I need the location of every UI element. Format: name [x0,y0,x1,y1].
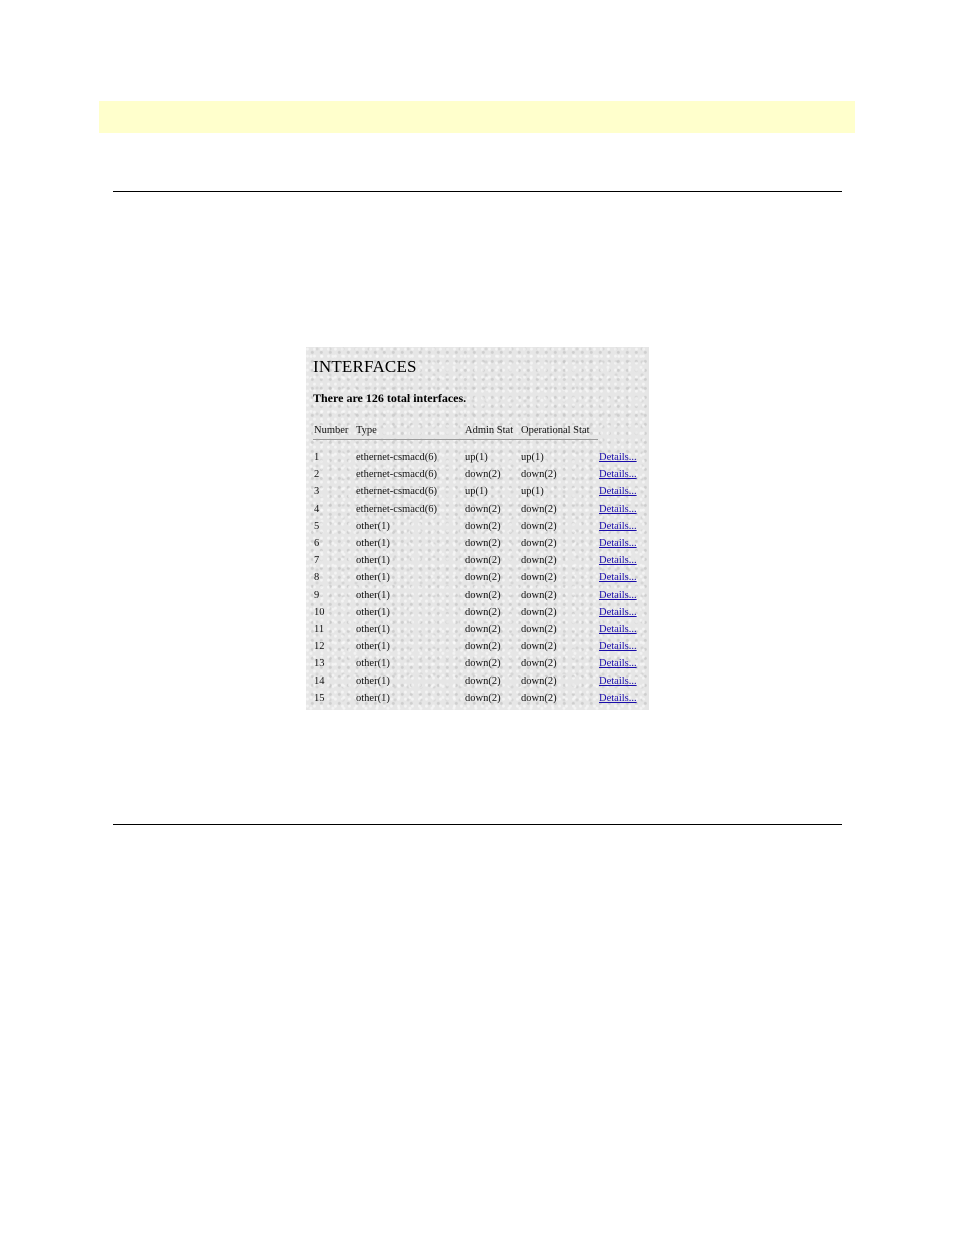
details-link[interactable]: Details... [599,538,637,550]
row-details-cell [598,587,644,604]
table-row [313,449,644,466]
row-operational-stat: down(2) [521,641,557,653]
row-type: ethernet-csmacd(6) [356,452,438,464]
row-number: 6 [314,538,320,550]
row-operational-stat: down(2) [521,658,557,670]
row-number: 1 [314,452,320,464]
row-admin-stat: down(2) [465,555,501,567]
col-header-admin-stat: Admin Stat [464,423,520,440]
details-link[interactable]: Details... [599,572,637,584]
table-row [313,483,644,500]
row-admin-stat: up(1) [465,486,488,498]
interfaces-table-body [313,440,644,707]
table-row [313,655,644,672]
row-operational-stat: down(2) [521,538,557,550]
row-details-cell [598,449,644,466]
row-type: ethernet-csmacd(6) [356,469,438,481]
row-type: other(1) [356,589,390,601]
details-link[interactable]: Details... [599,589,637,601]
row-admin-stat: down(2) [465,692,501,704]
row-operational-stat: up(1) [521,452,544,464]
row-number: 15 [314,692,325,704]
row-number: 8 [314,572,320,584]
details-link[interactable]: Details... [599,606,637,618]
row-admin-stat: down(2) [465,589,501,601]
details-link[interactable]: Details... [599,623,637,635]
row-details-cell [598,690,644,707]
table-row [313,587,644,604]
table-row [313,518,644,535]
row-admin-stat: down(2) [465,606,501,618]
row-number: 12 [314,641,325,653]
row-admin-stat: down(2) [465,469,501,481]
row-admin-stat: down(2) [465,641,501,653]
row-type: other(1) [356,555,390,567]
top-rule [113,191,842,192]
row-operational-stat: down(2) [521,503,557,515]
row-number: 4 [314,503,320,515]
row-operational-stat: down(2) [521,589,557,601]
row-type: other(1) [356,606,390,618]
row-operational-stat: down(2) [521,692,557,704]
row-details-cell [598,466,644,483]
details-link[interactable]: Details... [599,692,637,704]
row-admin-stat: down(2) [465,623,501,635]
row-number: 9 [314,589,320,601]
row-admin-stat: down(2) [465,572,501,584]
details-link[interactable]: Details... [599,486,637,498]
row-admin-stat: down(2) [465,503,501,515]
row-details-cell [598,655,644,672]
row-details-cell [598,604,644,621]
row-type: other(1) [356,641,390,653]
row-type: other(1) [356,658,390,670]
details-link[interactable]: Details... [599,555,637,567]
row-type: other(1) [356,623,390,635]
row-details-cell [598,638,644,655]
table-spacer [313,440,644,450]
row-number: 2 [314,469,320,481]
row-admin-stat: up(1) [465,452,488,464]
table-header-row [313,423,644,440]
table-row [313,690,644,707]
row-type: ethernet-csmacd(6) [356,486,438,498]
row-type: other(1) [356,572,390,584]
row-operational-stat: down(2) [521,469,557,481]
row-details-cell [598,483,644,500]
row-details-cell [598,518,644,535]
row-number: 13 [314,658,325,670]
row-type: other(1) [356,538,390,550]
details-link[interactable]: Details... [599,658,637,670]
details-link[interactable]: Details... [599,503,637,515]
row-details-cell [598,552,644,569]
row-type: other(1) [356,675,390,687]
row-type: other(1) [356,520,390,532]
table-row [313,638,644,655]
row-number: 7 [314,555,320,567]
row-operational-stat: down(2) [521,555,557,567]
table-row [313,604,644,621]
details-link[interactable]: Details... [599,675,637,687]
row-operational-stat: down(2) [521,572,557,584]
details-link[interactable]: Details... [599,452,637,464]
row-admin-stat: down(2) [465,675,501,687]
row-details-cell [598,569,644,586]
interfaces-title: INTERFACES [313,357,417,376]
row-admin-stat: down(2) [465,520,501,532]
row-number: 3 [314,486,320,498]
row-number: 14 [314,675,325,687]
row-details-cell [598,535,644,552]
table-row [313,621,644,638]
col-header-details [598,423,644,440]
row-admin-stat: down(2) [465,538,501,550]
row-operational-stat: down(2) [521,606,557,618]
row-details-cell [598,501,644,518]
row-operational-stat: down(2) [521,623,557,635]
row-operational-stat: down(2) [521,675,557,687]
row-admin-stat: down(2) [465,658,501,670]
col-header-number: Number [313,423,355,440]
col-header-operational-stat: Operational Stat [520,423,598,440]
row-details-cell [598,621,644,638]
col-header-type: Type [355,423,464,440]
table-row [313,466,644,483]
row-operational-stat: up(1) [521,486,544,498]
row-operational-stat: down(2) [521,520,557,532]
row-type: ethernet-csmacd(6) [356,503,438,515]
table-row [313,672,644,689]
table-row [313,569,644,586]
row-number: 11 [314,623,325,635]
details-link[interactable]: Details... [599,641,637,653]
row-type: other(1) [356,692,390,704]
table-row [313,535,644,552]
row-details-cell [598,672,644,689]
details-link[interactable]: Details... [599,469,637,481]
row-number: 5 [314,520,320,532]
row-number: 10 [314,606,325,618]
details-link[interactable]: Details... [599,520,637,532]
header-band [99,101,855,133]
total-interfaces-text: There are 126 total interfaces. [313,391,467,405]
table-row [313,552,644,569]
interfaces-table [313,423,644,707]
interfaces-screenshot [306,347,649,710]
bottom-rule [113,824,842,825]
table-row [313,501,644,518]
